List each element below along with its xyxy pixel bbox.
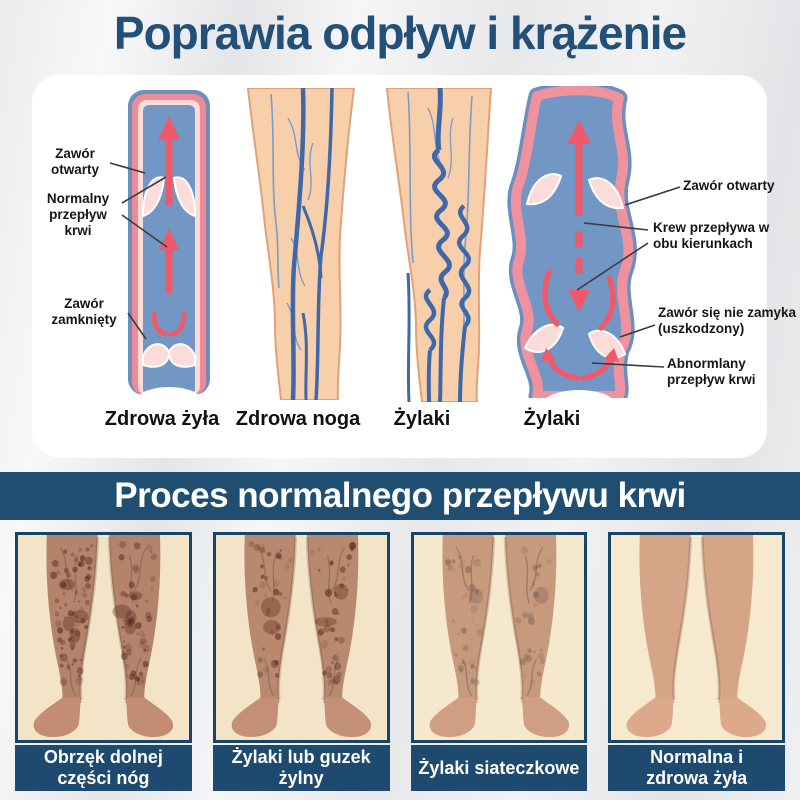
caption-row [0, 745, 800, 791]
leg-photo-canvas [414, 535, 585, 740]
leg-photo-canvas [216, 535, 387, 740]
photo-caption-nodule: Żylaki lub guzek żylny [213, 745, 390, 791]
diagram-caption-healthy-leg: Zdrowa noga [235, 408, 361, 430]
photo-healthy-legs [608, 532, 785, 743]
label-valve-open-right: Zawór otwarty [683, 178, 775, 193]
photo-reticular-veins [411, 532, 588, 743]
diagram-caption-varicose-1: Żylaki [393, 408, 451, 430]
healthy-leg-diagram [243, 88, 360, 400]
banner-title: Proces normalnego przepływu krwi [114, 476, 686, 515]
leg-photo-canvas [18, 535, 189, 740]
page-title: Poprawia odpływ i krążenie [113, 7, 687, 59]
photo-swollen-legs [15, 532, 192, 743]
label-valve-not-closing: Zawór się nie zamyka (uszkodzony) [658, 305, 797, 336]
photo-grid [0, 532, 800, 743]
photo-caption-reticular: Żylaki siateczkowe [411, 745, 588, 791]
label-normal-flow: Normalny przepływ krwi [46, 191, 110, 238]
leg-photo-canvas [611, 535, 782, 740]
label-valve-closed: Zawór zamknięty [51, 296, 117, 327]
healthy-vein-diagram [123, 88, 215, 395]
diagram-caption-varicose-2: Żylaki [523, 408, 581, 430]
label-flow-both-directions: Krew przepływa w obu kierunkach [653, 220, 770, 251]
photo-varicose-nodule [213, 532, 390, 743]
diagram-caption-healthy-vein: Zdrowa żyła [104, 408, 220, 430]
vein-diagram-card [32, 75, 797, 458]
photo-caption-healthy: Normalna i zdrowa żyła [608, 745, 785, 791]
varicose-vein-diagram [507, 86, 647, 398]
label-valve-open-left: Zawór otwarty [50, 146, 99, 177]
label-abnormal-flow: Abnormlany przepływ krwi [667, 356, 756, 387]
photo-caption-swollen: Obrzęk dolnej części nóg [15, 745, 192, 791]
section-banner [0, 472, 800, 520]
varicose-leg-diagram [378, 88, 505, 402]
